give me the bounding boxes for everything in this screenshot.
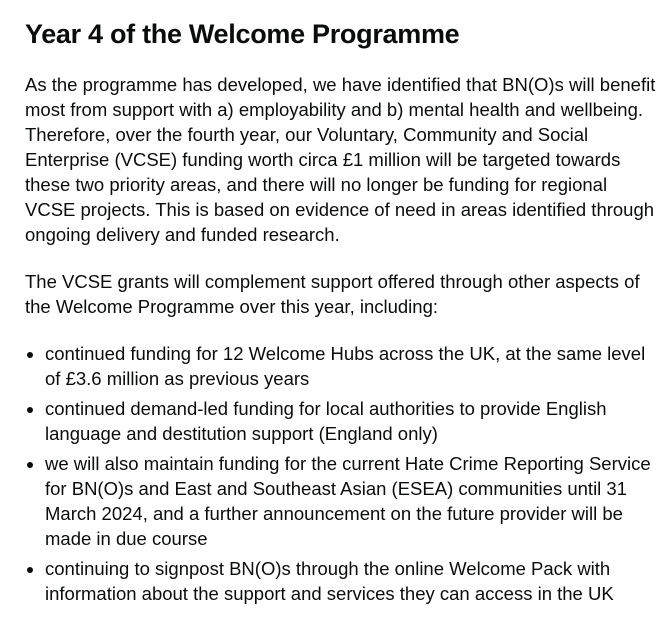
document-section: [0, 18, 660, 606]
list-item: • continued funding for 12 Welcome Hubs across the UK, at the same level of £3.6 million as previous years: [45, 341, 660, 391]
list-item: • continued demand-led funding for local authorities to provide English language and destitution support (England only): [45, 396, 660, 446]
support-list: [25, 341, 660, 606]
list-item: • continuing to signpost BN(O)s through the online Welcome Pack with information about the support and services they can access in the UK: [45, 556, 660, 606]
list-item: • we will also maintain funding for the current Hate Crime Reporting Service for BN(O)s and East and Southeast Asian (ESEA) communities until 31 March 2024, and a further announcement on the future provider will be made in due course: [45, 451, 660, 551]
paragraph-priorities: As the programme has developed, we have identified that BN(O)s will benefit most from support with a) employability and b) mental health and wellbeing. Therefore, over the fourth year, our Voluntary, Community and Social Enterprise (VCSE) funding worth circa £1 million will be targeted towards these two priority areas, and there will no longer be funding for regional VCSE projects. This is based on evidence of need in areas identified through ongoing delivery and funded research.: [25, 74, 656, 245]
paragraph-vcse-grants: The VCSE grants will complement support offered through other aspects of the Welcome Programme over this year, including:: [25, 271, 640, 317]
section-heading: Year 4 of the Welcome Programme: [25, 19, 460, 49]
